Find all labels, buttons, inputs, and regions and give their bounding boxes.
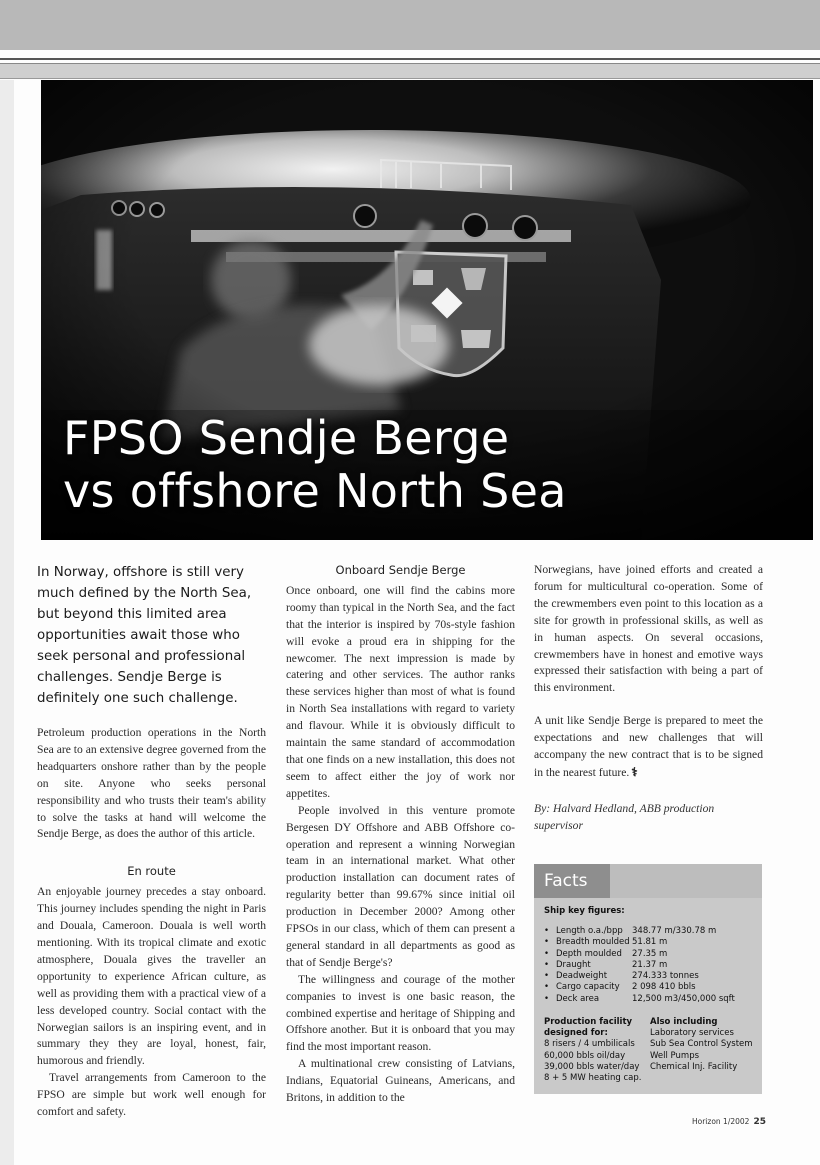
continuation-paragraph: Norwegians, have joined efforts and created a forum for multicultural co-operation. Some of the crewmembers even point to this location as a site for growth in professional skills, as well as in human aspects. On several occasions, crewmembers have in honest and emotive ways expressed their satisfaction with being a part of this environment. <box>534 563 763 695</box>
column-3 <box>534 562 763 834</box>
also-item: Well Pumps <box>650 1050 700 1061</box>
facts-box <box>534 864 762 1094</box>
article-title <box>63 412 567 518</box>
column-2-body <box>286 562 515 1107</box>
key-figure-row <box>544 960 756 971</box>
key-figure-value: 274.333 tonnes <box>632 971 699 982</box>
closing-paragraph <box>534 713 763 782</box>
key-figure-label: Depth moulded <box>556 948 622 959</box>
bullet-icon: • <box>544 982 550 993</box>
also-heading: Also including <box>650 1017 718 1028</box>
production-item: 60,000 bbls oil/day <box>544 1050 626 1061</box>
title-line-2: vs offshore North Sea <box>63 464 567 518</box>
key-figure-row <box>544 937 756 948</box>
production-item: 39,000 bbls water/day <box>544 1061 640 1072</box>
facts-title: Facts <box>534 864 610 898</box>
production-heading-1: Production facility <box>544 1017 633 1028</box>
key-figure-value: 348.77 m/330.78 m <box>632 926 717 936</box>
facilities-section <box>544 1017 756 1084</box>
key-figure-row <box>544 971 756 982</box>
also-item: Sub Sea Control System <box>650 1039 753 1050</box>
intro-paragraph: Petroleum production operations in the North Sea are to an extensive degree governed from the headquarters onshore rather than by the people on site. Anyone who seeks personal responsibility and who trusts their team's ability to solve the tasks at hand will welcome the Sendje Berge, as does the author of this article. <box>37 726 266 841</box>
closing-text: A unit like Sendje Berge is prepared to meet the expectations and new challenges that will accompany the new contract that is to be signed in the nearest future. <box>534 714 763 779</box>
onboard-heading: Onboard Sendje Berge <box>335 563 466 577</box>
column-3-body <box>534 562 763 782</box>
also-item: Laboratory services <box>650 1028 734 1039</box>
key-figure-value: 2 098 410 bbls <box>632 982 696 993</box>
facts-body <box>544 906 756 1084</box>
bullet-icon: • <box>544 937 550 948</box>
bullet-icon: • <box>544 926 550 936</box>
header-band <box>0 0 820 50</box>
key-figure-row <box>544 994 756 1005</box>
end-mark-icon: ⚕ <box>631 764 638 779</box>
en-route-paragraph-2: Travel arrangements from Cameroon to the FPSO are simple but work well enough for comfort and safety. <box>37 1071 266 1119</box>
header-strip <box>0 63 820 79</box>
onboard-paragraph-2: People involved in this venture promote Bergesen DY Offshore and ABB Offshore co-operation and represent a winning Norwegian team in an international market. What other production installation can document rates of regularity better than 99.67% since initial oil production in December 2000? Among other FPSOs in our class, which of them can present a general standard in all departments as good as that of Sendje Berge's? <box>286 803 515 969</box>
key-figure-label: Deadweight <box>556 971 608 982</box>
page-footer <box>692 1117 766 1127</box>
key-figure-value: 51.81 m <box>632 937 668 948</box>
bullet-icon: • <box>544 959 550 970</box>
key-figure-label: Deck area <box>556 993 600 1004</box>
header-rule <box>0 58 820 60</box>
hero-photo <box>41 80 813 540</box>
page-number: 25 <box>753 1117 766 1127</box>
bullet-icon: • <box>544 993 550 1004</box>
lead-paragraph: In Norway, offshore is still very much defined by the North Sea, but beyond this limited area opportunities await those who seek personal and professional challenges. Sendje Berge is definitely one such challenge. <box>37 565 252 706</box>
column-1-body <box>37 725 266 1121</box>
production-item: 8 risers / 4 umbilicals <box>544 1039 635 1050</box>
key-figure-value: 21.37 m <box>632 959 668 970</box>
key-figures-list <box>544 926 756 1005</box>
onboard-paragraph-3: The willingness and courage of the mother companies to invest is one basic reason, the combined expertise and heritage of Shipping and Offshore another. But it is onboard that you may find the most important reason. <box>286 972 515 1054</box>
production-facility-column <box>544 1017 650 1084</box>
onboard-paragraph-4: A multinational crew consisting of Latvians, Indians, Equatorial Guineans, Americans, and Britons, in addition to the <box>286 1057 515 1105</box>
author-byline: By: Halvard Hedland, ABB production supervisor <box>534 801 715 832</box>
onboard-paragraph-1: Once onboard, one will find the cabins more roomy than typical in the North Sea, and the fact that the interior is inspired by 70s-style fashion will evoke a proud era in shipping for the newcomer. The next impression is made by catering and other services. The author ranks these services higher than most of what is found in North Sea installations with regard to variety and flavour. While it is obviously difficult to maintain the same standard of accommodation that one finds on a new installation, this does not seem to affect either the joy of work nor appetites. <box>286 583 515 800</box>
column-2 <box>286 562 515 1107</box>
en-route-heading: En route <box>127 864 176 879</box>
also-item: Chemical Inj. Facility <box>650 1061 738 1072</box>
facts-header <box>534 864 762 898</box>
bullet-icon: • <box>544 948 550 959</box>
key-figure-row <box>544 926 756 937</box>
key-figure-row <box>544 949 756 960</box>
key-figure-label: Breadth moulded <box>556 937 630 948</box>
en-route-paragraph-1: An enjoyable journey precedes a stay onboard. This journey includes spending the night in Paris and Douala, Cameroon. Douala is well worth mentioning. With its tropical climate and exotic atmosphere, Douala gives the traveller an opportunity to experience African culture, as well as providing them with a practical view of a less developed country. Social contact with the Norwegian sailors is an inspiring event, and in summary they they are loyal, honest, fair, humorous and friendly. <box>37 885 266 1068</box>
key-figure-value: 12,500 m3/450,000 sqft <box>632 993 735 1004</box>
column-1 <box>37 562 266 1121</box>
key-figure-label: Cargo capacity <box>556 982 620 993</box>
key-figure-label: Draught <box>556 959 591 970</box>
production-item: 8 + 5 MW heating cap. <box>544 1073 642 1084</box>
bullet-icon: • <box>544 971 550 982</box>
key-figure-label: Length o.a./bpp <box>556 926 623 936</box>
publication-name: Horizon 1/2002 <box>692 1117 750 1126</box>
also-including-column <box>650 1017 753 1084</box>
title-line-1: FPSO Sendje Berge <box>63 411 510 465</box>
key-figures-heading: Ship key figures: <box>544 906 625 916</box>
page-edge <box>0 80 14 1165</box>
production-heading-2: designed for: <box>544 1028 608 1039</box>
key-figure-value: 27.35 m <box>632 948 668 959</box>
key-figure-row <box>544 982 756 993</box>
